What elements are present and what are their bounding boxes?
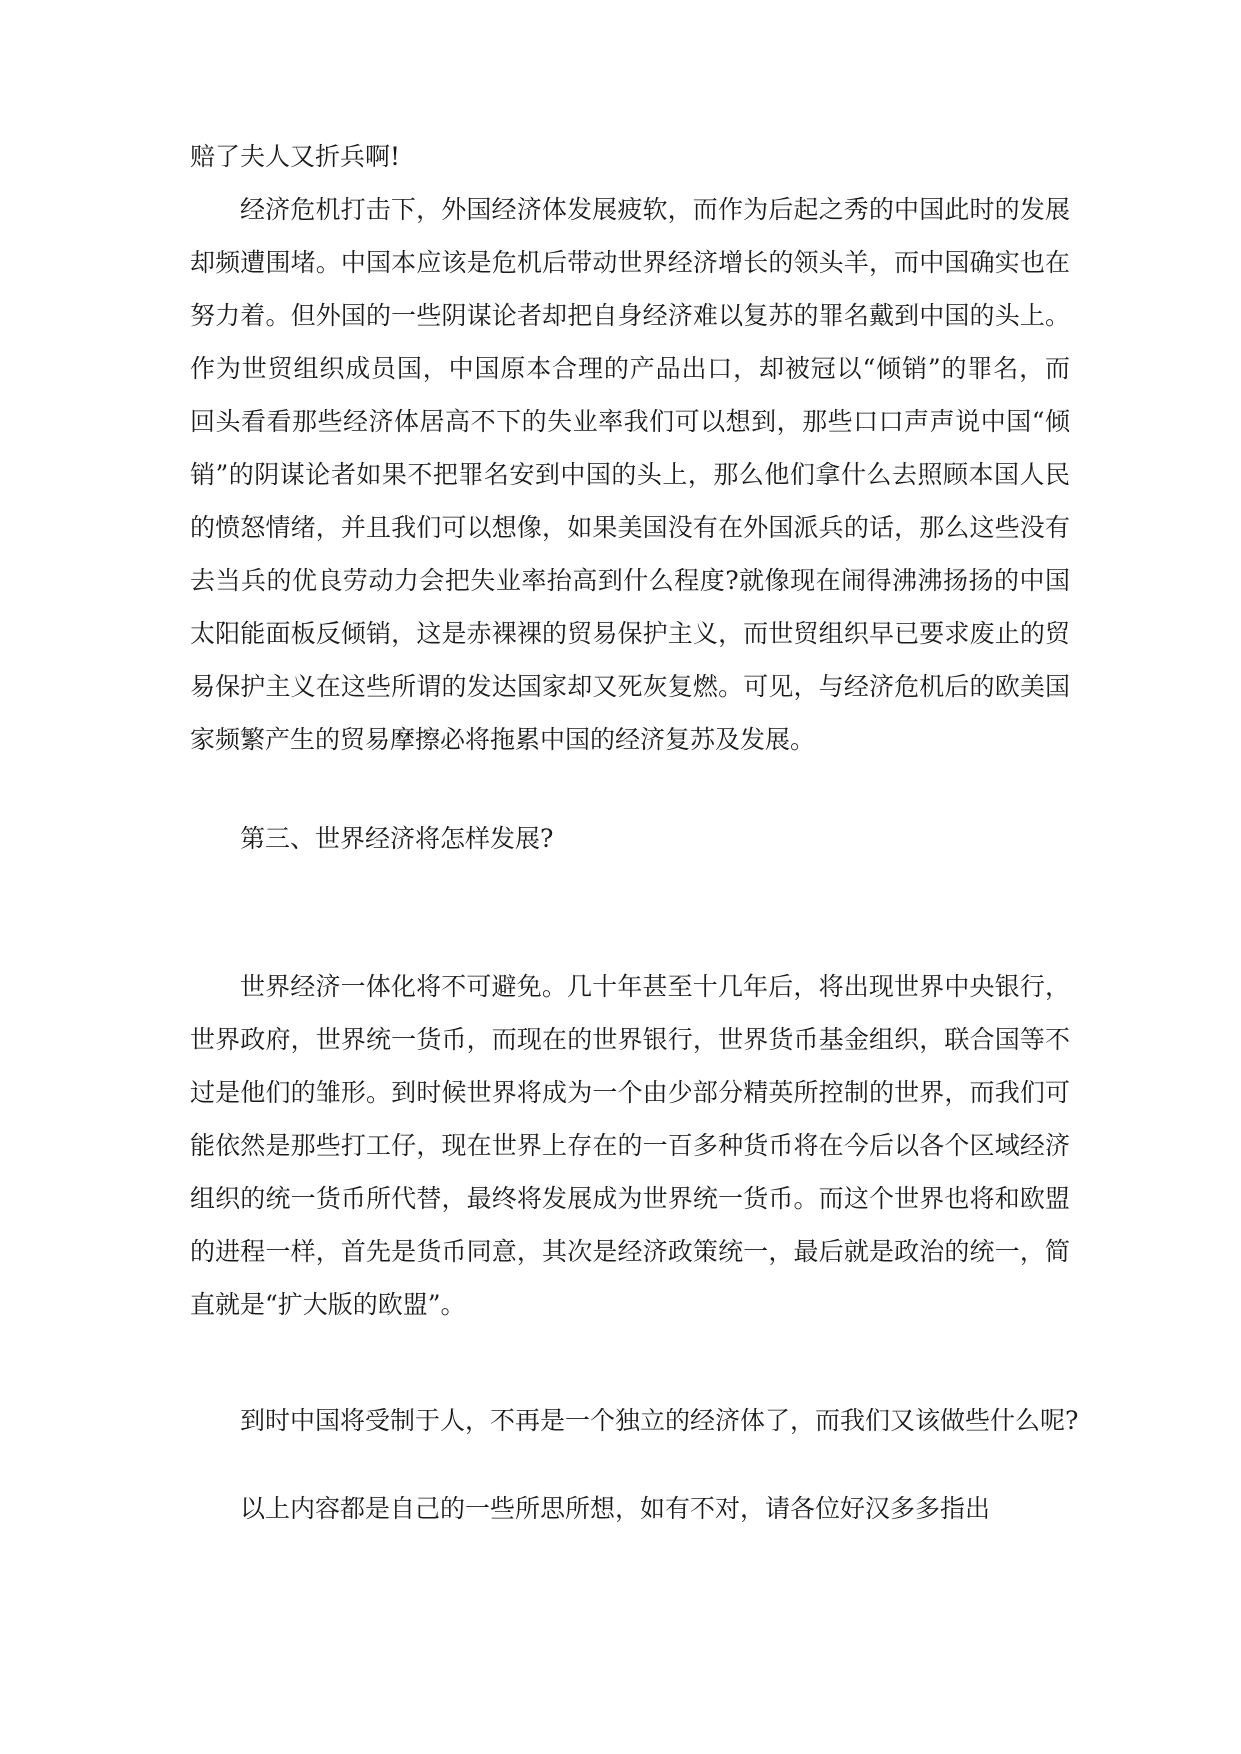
text-line: 太阳能面板反倾销，这是赤裸裸的贸易保护主义，而世贸组织早已要求废止的贸: [190, 619, 1070, 648]
text-line: 的进程一样，首先是货币同意，其次是经济政策统一，最后就是政治的统一，简: [190, 1237, 1070, 1266]
text-line: 以上内容都是自己的一些所思所想，如有不对，请各位好汉多多指出: [240, 1494, 991, 1523]
text-line: 回头看看那些经济体居高不下的失业率我们可以想到，那些口口声声说中国“倾: [190, 407, 1070, 436]
paragraph-question: [190, 1394, 1079, 1447]
text-line: 销”的阴谋论者如果不把罪名安到中国的头上，那么他们拿什么去照顾本国人民: [190, 460, 1070, 489]
paragraph-economic-integration: [190, 960, 1070, 1331]
heading-text: 第三、世界经济将怎样发展?: [240, 824, 554, 853]
section-heading: [190, 812, 1070, 865]
text-line: 世界政府，世界统一货币，而现在的世界银行，世界货币基金组织，联合国等不: [190, 1025, 1070, 1054]
text-line: 易保护主义在这些所谓的发达国家却又死灰复燃。可见，与经济危机后的欧美国: [190, 672, 1070, 701]
paragraph-closing: [190, 1482, 1070, 1535]
text-line: 能依然是那些打工仔，现在世界上存在的一百多种货币将在今后以各个区域经济: [190, 1131, 1070, 1160]
text-line: 却频遭围堵。中国本应该是危机后带动世界经济增长的领头羊，而中国确实也在: [190, 248, 1070, 277]
text-line: 过是他们的雏形。到时候世界将成为一个由少部分精英所控制的世界，而我们可: [190, 1078, 1070, 1107]
paragraph-economic-crisis: [190, 183, 1070, 766]
text-line: 作为世贸组织成员国，中国原本合理的产品出口，却被冠以“倾销”的罪名，而: [190, 354, 1070, 383]
text-line: 去当兵的优良劳动力会把失业率抬高到什么程度?就像现在闹得沸沸扬扬的中国: [190, 566, 1070, 595]
paragraph-continuation: [190, 130, 1070, 183]
text-line: 世界经济一体化将不可避免。几十年甚至十几年后，将出现世界中央银行，: [240, 972, 1070, 1001]
text-line: 组织的统一货币所代替，最终将发展成为世界统一货币。而这个世界也将和欧盟: [190, 1184, 1070, 1213]
text-line: 的愤怒情绪，并且我们可以想像，如果美国没有在外国派兵的话，那么这些没有: [190, 513, 1070, 542]
text-line: 到时中国将受制于人，不再是一个独立的经济体了，而我们又该做些什么呢?: [240, 1406, 1079, 1435]
text-line: 赔了夫人又折兵啊!: [190, 142, 401, 171]
text-line: 家频繁产生的贸易摩擦必将拖累中国的经济复苏及发展。: [190, 725, 816, 754]
text-line: 努力着。但外国的一些阴谋论者却把自身经济难以复苏的罪名戴到中国的头上。: [190, 301, 1070, 330]
text-line: 经济危机打击下，外国经济体发展疲软，而作为后起之秀的中国此时的发展: [240, 195, 1070, 224]
text-line: 直就是“扩大版的欧盟”。: [190, 1290, 466, 1319]
